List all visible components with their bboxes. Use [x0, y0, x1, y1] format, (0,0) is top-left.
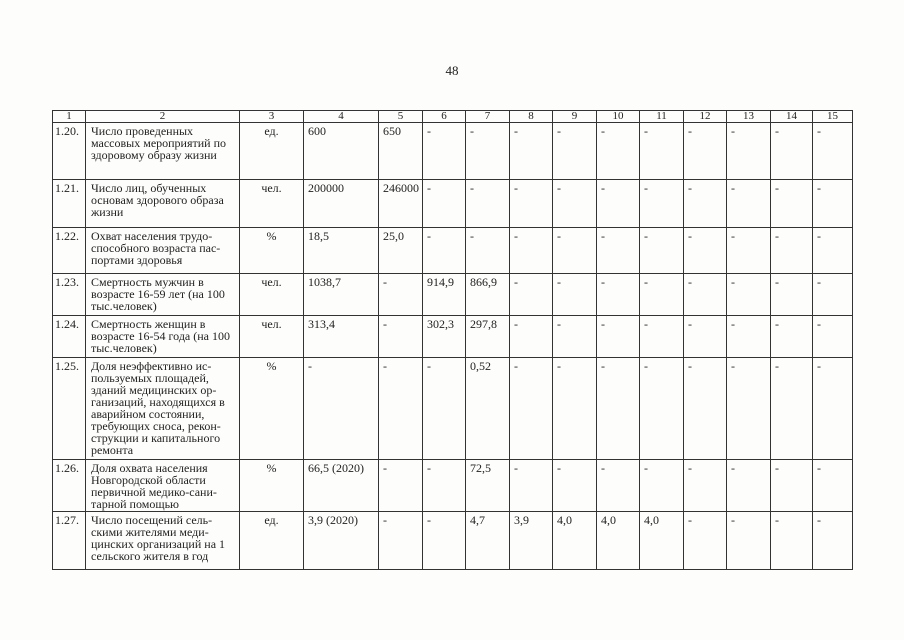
value-cell: 25,0 — [379, 228, 423, 274]
table-row — [53, 460, 853, 512]
value-cell: 297,8 — [466, 316, 510, 358]
value-cell: - — [727, 358, 771, 460]
value-cell: - — [771, 274, 813, 316]
value-cell: 3,9 (2020) — [304, 512, 379, 570]
header-cell: 2 — [86, 111, 240, 123]
value-cell: - — [553, 123, 597, 180]
value-cell: - — [727, 228, 771, 274]
value-cell: 3,9 — [510, 512, 553, 570]
value-cell: - — [813, 460, 853, 512]
value-cell: - — [553, 316, 597, 358]
table-row — [53, 512, 853, 570]
indicator-name: Смертность женщин в возрасте 16-54 года (на 100 тыс.человек) — [86, 316, 240, 358]
header-cell: 8 — [510, 111, 553, 123]
value-cell: - — [553, 228, 597, 274]
unit-cell: % — [240, 358, 304, 460]
header-cell: 12 — [684, 111, 727, 123]
value-cell: - — [684, 460, 727, 512]
value-cell: - — [640, 316, 684, 358]
value-cell: 66,5 (2020) — [304, 460, 379, 512]
row-number: 1.25. — [53, 358, 86, 460]
value-cell: - — [771, 460, 813, 512]
value-cell: - — [640, 358, 684, 460]
unit-cell: % — [240, 228, 304, 274]
header-cell: 13 — [727, 111, 771, 123]
value-cell: - — [684, 274, 727, 316]
unit-cell: ед. — [240, 512, 304, 570]
value-cell: - — [640, 460, 684, 512]
value-cell: 0,52 — [466, 358, 510, 460]
value-cell: - — [771, 180, 813, 228]
header-cell: 9 — [553, 111, 597, 123]
table-row — [53, 228, 853, 274]
header-cell: 7 — [466, 111, 510, 123]
value-cell: - — [684, 358, 727, 460]
indicators-table — [52, 110, 853, 570]
value-cell: 1038,7 — [304, 274, 379, 316]
row-number: 1.24. — [53, 316, 86, 358]
value-cell: - — [553, 180, 597, 228]
value-cell: 302,3 — [423, 316, 466, 358]
value-cell: - — [727, 180, 771, 228]
value-cell: - — [727, 512, 771, 570]
value-cell: - — [379, 274, 423, 316]
row-number: 1.26. — [53, 460, 86, 512]
value-cell: - — [813, 358, 853, 460]
value-cell: - — [553, 460, 597, 512]
value-cell: - — [379, 358, 423, 460]
value-cell: - — [597, 274, 640, 316]
table-row — [53, 274, 853, 316]
value-cell: - — [597, 316, 640, 358]
value-cell: - — [640, 274, 684, 316]
indicator-name: Доля охвата населения Новгородской области первичной медико-сани-тарной помощью — [86, 460, 240, 512]
value-cell: 650 — [379, 123, 423, 180]
value-cell: - — [304, 358, 379, 460]
row-number: 1.23. — [53, 274, 86, 316]
value-cell: - — [510, 316, 553, 358]
header-cell: 10 — [597, 111, 640, 123]
unit-cell: чел. — [240, 316, 304, 358]
table-row — [53, 180, 853, 228]
indicator-name: Число проведенных массовых мероприятий по здоровому образу жизни — [86, 123, 240, 180]
value-cell: - — [379, 316, 423, 358]
value-cell: 18,5 — [304, 228, 379, 274]
value-cell: - — [813, 512, 853, 570]
value-cell: - — [423, 228, 466, 274]
header-cell: 1 — [53, 111, 86, 123]
table-row — [53, 358, 853, 460]
value-cell: 72,5 — [466, 460, 510, 512]
header-cell: 15 — [813, 111, 853, 123]
value-cell: - — [813, 228, 853, 274]
header-cell: 11 — [640, 111, 684, 123]
value-cell: - — [466, 123, 510, 180]
header-cell: 5 — [379, 111, 423, 123]
value-cell: - — [597, 460, 640, 512]
value-cell: - — [466, 180, 510, 228]
value-cell: 313,4 — [304, 316, 379, 358]
table-header-row — [53, 111, 853, 123]
value-cell: - — [771, 316, 813, 358]
row-number: 1.22. — [53, 228, 86, 274]
row-number: 1.27. — [53, 512, 86, 570]
value-cell: - — [597, 358, 640, 460]
value-cell: - — [423, 460, 466, 512]
page-number: 48 — [445, 63, 459, 78]
value-cell: - — [684, 123, 727, 180]
value-cell: - — [640, 228, 684, 274]
value-cell: - — [813, 316, 853, 358]
value-cell: - — [423, 123, 466, 180]
indicator-name: Число посещений сель-скими жителями меди-цинских организаций на 1 сельского жителя в год — [86, 512, 240, 570]
value-cell: 4,0 — [553, 512, 597, 570]
value-cell: - — [553, 358, 597, 460]
value-cell: - — [510, 460, 553, 512]
value-cell: 4,7 — [466, 512, 510, 570]
unit-cell: чел. — [240, 274, 304, 316]
value-cell: - — [379, 460, 423, 512]
value-cell: - — [510, 274, 553, 316]
value-cell: - — [597, 180, 640, 228]
header-cell: 4 — [304, 111, 379, 123]
value-cell: - — [813, 180, 853, 228]
table-row — [53, 316, 853, 358]
value-cell: - — [423, 512, 466, 570]
value-cell: 4,0 — [597, 512, 640, 570]
value-cell: 200000 — [304, 180, 379, 228]
value-cell: - — [727, 460, 771, 512]
value-cell: - — [684, 228, 727, 274]
value-cell: - — [423, 180, 466, 228]
value-cell: - — [771, 123, 813, 180]
value-cell: 246000 — [379, 180, 423, 228]
unit-cell: % — [240, 460, 304, 512]
indicator-name: Охват населения трудо-способного возраста пас-портами здоровья — [86, 228, 240, 274]
value-cell: - — [510, 228, 553, 274]
value-cell: - — [597, 228, 640, 274]
value-cell: - — [684, 316, 727, 358]
value-cell: - — [813, 123, 853, 180]
value-cell: 4,0 — [640, 512, 684, 570]
value-cell: - — [771, 512, 813, 570]
header-cell: 6 — [423, 111, 466, 123]
value-cell: - — [379, 512, 423, 570]
value-cell: 600 — [304, 123, 379, 180]
value-cell: - — [510, 123, 553, 180]
indicator-name: Смертность мужчин в возрасте 16-59 лет (на 100 тыс.человек) — [86, 274, 240, 316]
value-cell: - — [727, 123, 771, 180]
row-number: 1.20. — [53, 123, 86, 180]
value-cell: 866,9 — [466, 274, 510, 316]
value-cell: - — [727, 316, 771, 358]
value-cell: - — [771, 228, 813, 274]
value-cell: - — [640, 180, 684, 228]
value-cell: - — [813, 274, 853, 316]
value-cell: - — [640, 123, 684, 180]
value-cell: - — [684, 512, 727, 570]
value-cell: - — [771, 358, 813, 460]
indicator-name: Доля неэффективно ис-пользуемых площадей, зданий медицинских ор-ганизаций, находящихся в аварийном состоянии, требующих сноса, рекон-струкции и капитального ремонта — [86, 358, 240, 460]
unit-cell: ед. — [240, 123, 304, 180]
header-cell: 3 — [240, 111, 304, 123]
value-cell: - — [510, 358, 553, 460]
value-cell: - — [510, 180, 553, 228]
value-cell: - — [597, 123, 640, 180]
row-number: 1.21. — [53, 180, 86, 228]
value-cell: - — [466, 228, 510, 274]
indicator-name: Число лиц, обученных основам здорового образа жизни — [86, 180, 240, 228]
value-cell: - — [727, 274, 771, 316]
value-cell: - — [553, 274, 597, 316]
value-cell: - — [684, 180, 727, 228]
unit-cell: чел. — [240, 180, 304, 228]
value-cell: - — [423, 358, 466, 460]
table-row — [53, 123, 853, 180]
value-cell: 914,9 — [423, 274, 466, 316]
header-cell: 14 — [771, 111, 813, 123]
